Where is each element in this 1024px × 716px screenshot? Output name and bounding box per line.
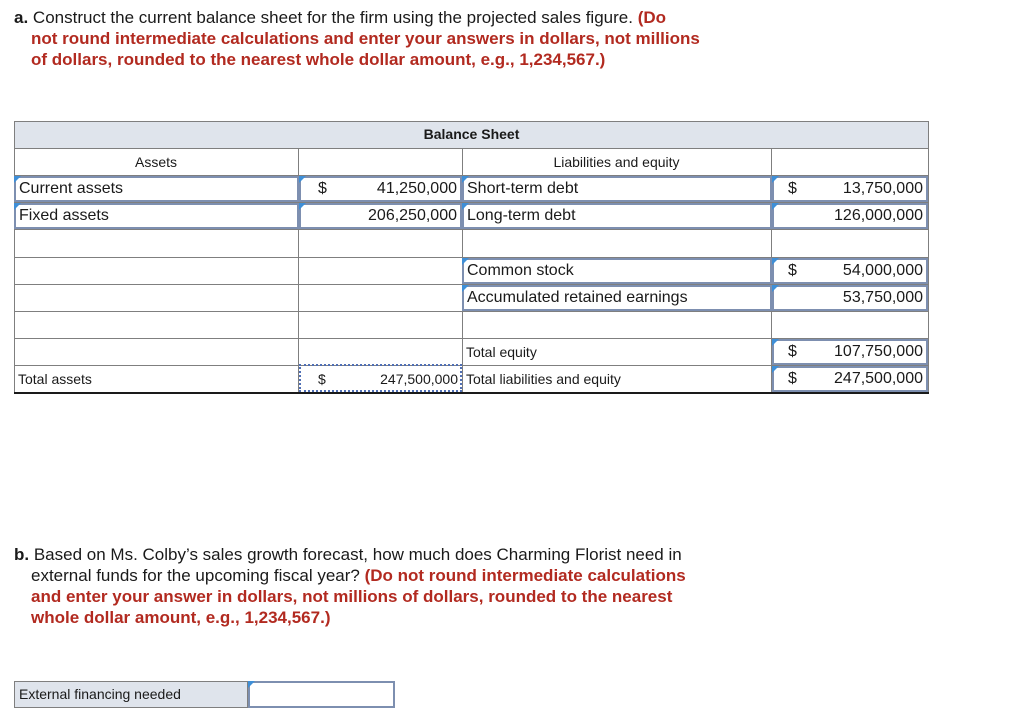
- balance-sheet-table: [14, 121, 929, 394]
- input-flag-icon: [772, 285, 779, 292]
- total-equity-value-input[interactable]: [772, 339, 928, 365]
- external-financing-label: External financing needed: [14, 681, 248, 708]
- question-b-label: b.: [14, 545, 30, 564]
- input-flag-icon: [299, 203, 306, 210]
- retained-earnings-label-input[interactable]: [462, 285, 772, 311]
- long-term-debt-label: Long-term debt: [467, 207, 576, 224]
- retained-earnings-label: Accumulated retained earnings: [467, 289, 688, 306]
- question-a: [14, 7, 754, 70]
- common-stock-value: 54,000,000: [842, 262, 923, 279]
- current-assets-currency: $: [318, 180, 327, 197]
- fixed-assets-value-input[interactable]: [299, 203, 462, 229]
- input-flag-icon: [14, 176, 21, 183]
- common-stock-currency: $: [788, 262, 797, 279]
- external-financing-input[interactable]: [248, 681, 395, 708]
- fixed-assets-label: Fixed assets: [19, 207, 109, 224]
- total-equity-label: Total equity: [466, 344, 537, 360]
- question-a-instruction-3: of dollars, rounded to the nearest whole dollar amount, e.g., 1,234,567.): [31, 50, 606, 69]
- total-assets-value: 247,500,000: [380, 371, 458, 387]
- short-term-debt-label: Short-term debt: [467, 180, 579, 197]
- short-term-debt-value: 13,750,000: [842, 180, 923, 197]
- question-b-instruction-3: whole dollar amount, e.g., 1,234,567.): [31, 608, 331, 627]
- total-underline: [14, 392, 929, 394]
- question-b-text-2: external funds for the upcoming fiscal year?: [31, 566, 360, 585]
- short-term-debt-value-input[interactable]: [772, 176, 928, 202]
- total-equity-value: 107,750,000: [834, 343, 923, 360]
- current-assets-value: 41,250,000: [376, 180, 457, 197]
- input-flag-icon: [772, 366, 779, 373]
- input-flag-icon: [14, 203, 21, 210]
- table-title: Balance Sheet: [423, 126, 520, 142]
- common-stock-label: Common stock: [467, 262, 574, 279]
- input-flag-icon: [462, 176, 469, 183]
- question-a-label: a.: [14, 8, 29, 27]
- input-flag-icon: [772, 176, 779, 183]
- assets-header: Assets: [134, 154, 177, 170]
- question-b: [14, 544, 754, 628]
- input-flag-icon: [462, 258, 469, 265]
- total-liabilities-equity-value: 247,500,000: [834, 370, 923, 387]
- total-liabilities-equity-currency: $: [788, 370, 797, 387]
- long-term-debt-label-input[interactable]: [462, 203, 772, 229]
- total-assets-value-box[interactable]: [299, 364, 462, 392]
- question-a-instruction-2: not round intermediate calculations and enter your answers in dollars, not millions: [31, 29, 700, 48]
- short-term-debt-label-input[interactable]: [462, 176, 772, 202]
- question-a-instruction-1: (Do: [637, 8, 667, 27]
- common-stock-label-input[interactable]: [462, 258, 772, 284]
- short-term-debt-currency: $: [788, 180, 797, 197]
- retained-earnings-value-input[interactable]: [772, 285, 928, 311]
- long-term-debt-value-input[interactable]: [772, 203, 928, 229]
- question-b-text-1: Based on Ms. Colby’s sales growth forecast, how much does Charming Florist need in: [33, 545, 682, 564]
- external-financing-row: [14, 681, 395, 708]
- input-flag-icon: [462, 285, 469, 292]
- total-equity-currency: $: [788, 343, 797, 360]
- current-assets-label-input[interactable]: [14, 176, 299, 202]
- input-flag-icon: [248, 681, 255, 688]
- current-assets-value-input[interactable]: [299, 176, 462, 202]
- total-liabilities-equity-value-input[interactable]: [772, 366, 928, 392]
- total-assets-currency: $: [318, 371, 326, 387]
- question-b-instruction-1: (Do not round intermediate calculations: [364, 566, 686, 585]
- question-a-text: Construct the current balance sheet for the firm using the projected sales figure.: [32, 8, 633, 27]
- retained-earnings-value: 53,750,000: [842, 289, 923, 306]
- liabilities-header: Liabilities and equity: [553, 154, 680, 170]
- input-flag-icon: [299, 176, 306, 183]
- current-assets-label: Current assets: [19, 180, 124, 197]
- question-b-instruction-2: and enter your answer in dollars, not millions of dollars, rounded to the nearest: [31, 587, 673, 606]
- input-flag-icon: [772, 203, 779, 210]
- long-term-debt-value: 126,000,000: [834, 207, 923, 224]
- fixed-assets-value: 206,250,000: [368, 207, 457, 224]
- total-assets-label: Total assets: [18, 371, 92, 387]
- total-liabilities-equity-label: Total liabilities and equity: [466, 371, 621, 387]
- input-flag-icon: [772, 339, 779, 346]
- input-flag-icon: [772, 258, 779, 265]
- fixed-assets-label-input[interactable]: [14, 203, 299, 229]
- common-stock-value-input[interactable]: [772, 258, 928, 284]
- input-flag-icon: [462, 203, 469, 210]
